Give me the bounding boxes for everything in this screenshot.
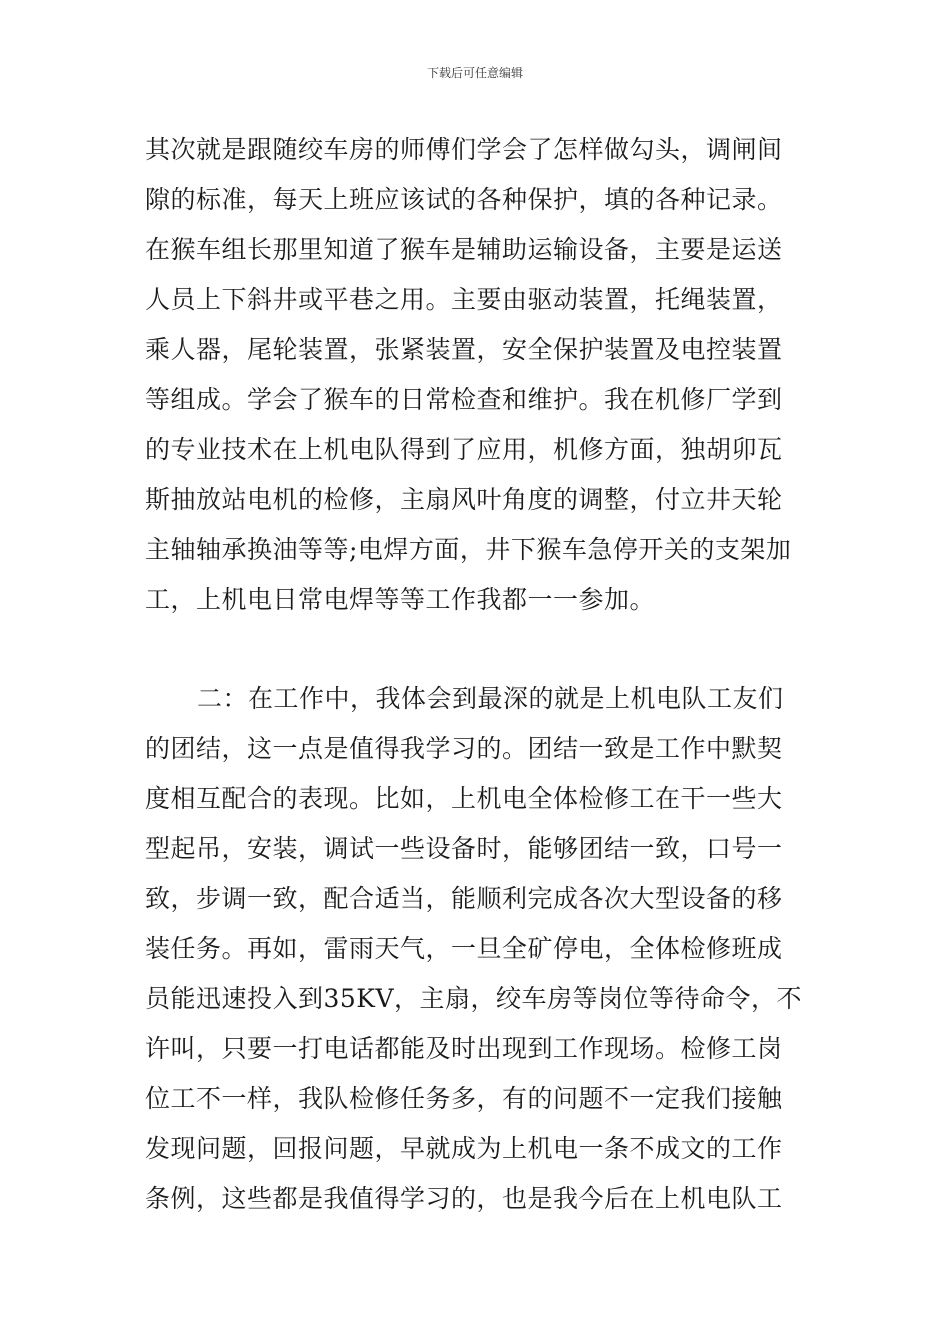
- paragraph-line: 许叫，只要一打电话都能及时出现到工作现场。检修工岗: [145, 1034, 783, 1063]
- paragraph-line: 装任务。再如，雷雨天气，一旦全矿停电，全体检修班成: [145, 934, 783, 963]
- paragraph-line: 工，上机电日常电焊等等工作我都一一参加。: [145, 585, 656, 614]
- paragraph-line: 隙的标准，每天上班应该试的各种保护，填的各种记录。: [145, 185, 783, 214]
- paragraph-line: 度相互配合的表现。比如，上机电全体检修工在干一些大: [145, 784, 783, 813]
- paragraph-line: 等组成。学会了猴车的日常检查和维护。我在机修厂学到: [145, 385, 783, 414]
- paragraph-line: 其次就是跟随绞车房的师傅们学会了怎样做勾头，调闸间: [145, 135, 783, 164]
- paragraph-line: 型起吊，安装，调试一些设备时，能够团结一致，口号一: [145, 834, 783, 863]
- paragraph-line: 的团结，这一点是值得我学习的。团结一致是工作中默契: [145, 734, 783, 763]
- paragraph-line: 的专业技术在上机电队得到了应用，机修方面，独胡卯瓦: [145, 435, 783, 464]
- paragraph-line: 乘人器，尾轮装置，张紧装置，安全保护装置及电控装置: [145, 335, 783, 364]
- paragraph-line: 二：在工作中，我体会到最深的就是上机电队工友们: [197, 684, 784, 713]
- paragraph-line: 斯抽放站电机的检修，主扇风叶角度的调整，付立井天轮: [145, 485, 783, 514]
- paragraph-line: 致，步调一致，配合适当，能顺利完成各次大型设备的移: [145, 884, 783, 913]
- page-header: 下载后可任意编辑: [426, 66, 523, 80]
- paragraph-line: 人员上下斜井或平巷之用。主要由驱动装置，托绳装置，: [145, 285, 783, 314]
- paragraph-line: 条例，这些都是我值得学习的，也是我今后在上机电队工: [145, 1184, 783, 1213]
- paragraph-line: 在猴车组长那里知道了猴车是辅助运输设备，主要是运送: [145, 235, 783, 264]
- paragraph-line: 位工不一样，我队检修任务多，有的问题不一定我们接触: [145, 1084, 783, 1113]
- paragraph-line: 发现问题，回报问题，早就成为上机电一条不成文的工作: [145, 1134, 783, 1163]
- paragraph-line: 主轴轴承换油等等;电焊方面，井下猴车急停开关的支架加: [145, 535, 792, 564]
- paragraph-line: 员能迅速投入到35KV，主扇，绞车房等岗位等待命令，不: [145, 984, 803, 1013]
